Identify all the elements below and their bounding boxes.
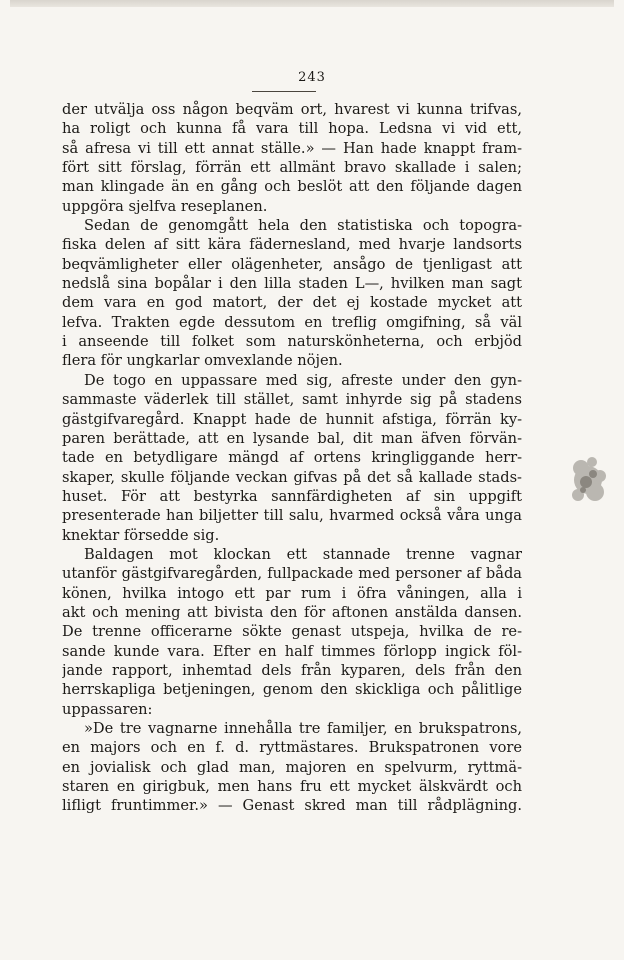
text-line: en jovialisk och glad man, majoren en spelvurm, ryttmä-	[62, 758, 522, 776]
text-line: i anseende till folket som naturskönheterna, och erbjöd	[62, 333, 522, 351]
text-line: huset. För att bestyrka sannfärdigheten af sin uppgift	[62, 487, 522, 505]
text-line: presenterade han biljetter till salu, hvarmed också våra unga	[62, 507, 522, 525]
text-line: fiska delen af sitt kära fädernesland, med hvarje landsorts	[62, 236, 522, 254]
text-line: nedslå sina bopålar i den lilla staden L—, hvilken man sagt	[62, 275, 522, 293]
text-line: akt och mening att bivista den för aftonen anstälda dansen.	[62, 603, 522, 621]
text-line: könen, hvilka intogo ett par rum i öfra våningen, alla i	[62, 584, 522, 602]
text-line: sammaste väderlek till stället, samt inhyrde sig på stadens	[62, 391, 522, 409]
text-line: skaper, skulle följande veckan gifvas på det så kallade stads-	[62, 468, 522, 486]
text-line: sande kunde vara. Efter en half timmes förlopp ingick föl-	[62, 642, 522, 660]
text-line: paren berättade, att en lysande bal, dit man äfven förvän-	[62, 429, 522, 447]
text-line: gästgifvaregård. Knappt hade de hunnit afstiga, förrän ky-	[62, 410, 522, 428]
text-line: ha roligt och kunna få vara till hopa. Ledsna vi vid ett,	[62, 120, 522, 138]
text-line: lefva. Trakten egde dessutom en treflig omgifning, så väl	[62, 313, 522, 331]
text-line: herrskapliga betjeningen, genom den skickliga och pålitlige	[62, 681, 522, 699]
text-line: en majors och en f. d. ryttmästares. Brukspatronen vore	[62, 739, 522, 757]
text-line: lifligt fruntimmer.» — Genast skred man till rådplägning.	[62, 797, 522, 815]
ink-stain-blot	[566, 440, 610, 520]
body-text	[62, 100, 522, 816]
text-line: jande rapport, inhemtad dels från kyparen, dels från den	[62, 661, 522, 679]
text-line: knektar försedde sig.	[62, 526, 220, 544]
page-number: 243	[298, 70, 326, 85]
text-line: Baldagen mot klockan ett stannade trenne vagnar	[84, 545, 522, 563]
text-line: De togo en uppassare med sig, afreste under den gyn-	[84, 371, 522, 389]
text-line: så afresa vi till ett annat ställe.» — Han hade knappt fram-	[62, 139, 522, 157]
text-line: Sedan de genomgått hela den statistiska och topogra-	[84, 217, 522, 235]
text-line: uppgöra sjelfva reseplanen.	[62, 197, 268, 215]
text-line: beqvämligheter eller olägenheter, ansågo de tjenligast att	[62, 255, 522, 273]
text-line: tade en betydligare mängd af ortens kringliggande herr-	[62, 449, 522, 467]
text-line: »De tre vagnarne innehålla tre familjer, en brukspatrons,	[84, 720, 522, 737]
text-line: fört sitt förslag, förrän ett allmänt bravo skallade i salen;	[62, 159, 522, 177]
text-line: flera för ungkarlar omvexlande nöjen.	[62, 352, 343, 370]
text-line: De trenne officerarne sökte genast utspeja, hvilka de re-	[62, 623, 522, 641]
text-line: man klingade än en gång och beslöt att den följande dagen	[62, 178, 522, 196]
text-line: uppassaren:	[62, 700, 153, 718]
page-number-rule	[252, 91, 316, 92]
text-line: utanför gästgifvaregården, fullpackade med personer af båda	[62, 565, 522, 583]
text-line: dem vara en god matort, der det ej kostade mycket att	[62, 294, 522, 312]
top-edge-shadow	[10, 0, 614, 7]
text-line: der utvälja oss någon beqväm ort, hvarest vi kunna trifvas,	[62, 101, 522, 118]
text-line: staren en girigbuk, men hans fru ett mycket älskvärdt och	[62, 778, 522, 796]
